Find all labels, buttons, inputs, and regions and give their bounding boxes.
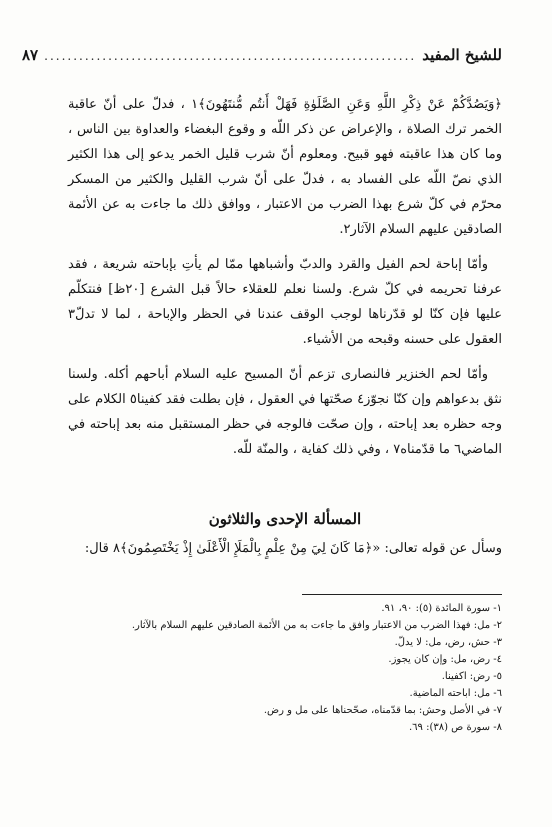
paragraph-3: وأمّا لحم الخنزير فالنصارى تزعم أنّ المسيح عليه السلام أباحهم أكله. ولسنا نثق بدعواهم وإن كنّا نجوّز٤ صحّتها في العقول ، فإن بطلت فقد كفينا٥ الكلام على وجه حظره بعد إباحته ، وإن صحّت فالوجه في حظر المستقبل منه بعد إباحته في الماضي٦ ما قدّمناه٧ ، وفي ذلك كفاية ، والمنّة للّه. (68, 367, 502, 457)
body-text (68, 92, 502, 472)
page-number: ٨٧ (22, 46, 39, 64)
footnote: ٨- سورة ص (٣٨): ٦٩. (408, 722, 502, 733)
leader-dots: ................................................................ (44, 49, 417, 63)
footnote: ٤- رض، مل: وإن كان يجوز. (388, 654, 502, 665)
footnote-divider (302, 594, 502, 595)
paragraph-2: وأمّا إباحة لحم الفيل والقرد والدبّ وأشباهها ممّا لم يأتِ بإباحته شريعة ، فقد عرفنا تحريمه في كلّ شرع. ولسنا نعلم للعقلاء حالاً قبل الشرع [٢٠ظ] فنتكلّم عليها فإن كنّا لو قدّرناها لوجب الوقف عندنا في الحظر والإباحة ، لما لا تدلّ٣ العقول على حسنه وقبحه من الأشياء. (68, 257, 503, 347)
footnote: ٦- مل: اباحته الماضية. (409, 688, 502, 699)
question-line: وسأل عن قوله تعالى: «﴿مَا كَانَ لِيَ مِنْ عِلْمٍ بِالْمَلَإِ الْأَعْلَىٰ إِذْ يَخْتَصِمُونَ﴾٨ قال: (84, 541, 502, 556)
footnote: ٣- حش، رض، مل: لا يدلّ. (394, 637, 502, 648)
footnotes (68, 600, 502, 736)
footnote: ١- سورة المائدة (٥): ٩٠، ٩١. (381, 603, 502, 614)
footnote: ٧- في الأصل وحش: بما قدّمناه، صحّحناها على مل و رض. (263, 705, 502, 716)
footnote: ٢- مل: فهذا الضرب من الاعتبار وافق ما جاءت به من الأئمة الصادقين عليهم السلام بالآثار. (131, 620, 502, 631)
footnote: ٥- رض: اكفينا. (441, 671, 502, 682)
paragraph-1: ﴿وَيَصُدَّكُمْ عَنْ ذِكْرِ اللَّهِ وَعَنِ الصَّلَوٰةِ فَهَلْ أَنتُم مُّنتَهُونَ﴾١ ، فدلّ على أنّ عاقبة الخمر ترك الصلاة ، والإعراض عن ذكر اللّه و وقوع البغضاء والعداوة بين الناس ، وما كان هذا عاقبته فهو قبيح. ومعلوم أنّ شرب قليل الخمر يدعو إلى هذا الكثير الذي نصّ اللّه على الفساد به ، فدلّ على أنّ شرب القليل والكثير من المسكر محرّم في كلّ شرع بهذا الضرب من الاعتبار ، ووافق ذلك ما جاءت به عن الأئمة الصادقين عليهم السلام الآثار٢. (68, 97, 502, 237)
section-heading: المسألة الإحدى والثلاثون (208, 510, 362, 528)
page-header (22, 46, 502, 68)
running-title: للشيخ المفيد (422, 46, 502, 64)
